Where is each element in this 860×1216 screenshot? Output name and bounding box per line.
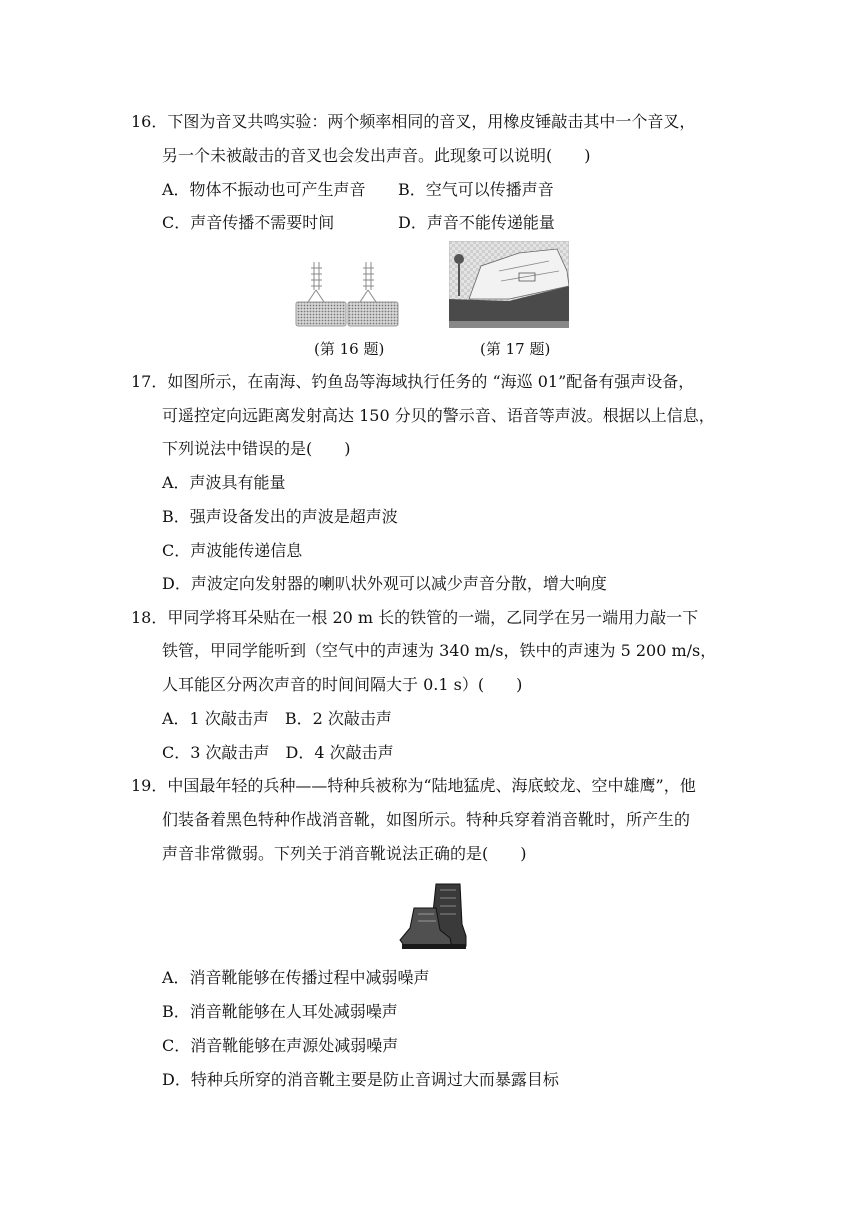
q16-option-c: C．声音传播不需要时间: [162, 213, 335, 232]
q18-options-row-2: C．3 次敲击声 D．4 次敲击声: [162, 743, 394, 762]
patrol-ship-figure: [449, 241, 569, 328]
q17-stem-line-3: 下列说法中错误的是( ): [162, 439, 351, 458]
q19-option-c: C．消音靴能够在声源处减弱噪声: [162, 1036, 399, 1055]
q19-option-a: A．消音靴能够在传播过程中减弱噪声: [162, 968, 430, 987]
q17-figure-caption: (第 17 题): [480, 340, 551, 358]
q18-options-row-1: A．1 次敲击声 B．2 次敲击声: [162, 709, 392, 728]
q16-stem-line-1: 16．下图为音叉共鸣实验：两个频率相同的音叉，用橡皮锤敲击其中一个音叉，: [131, 112, 696, 131]
q16-option-d: D．声音不能传递能量: [398, 213, 555, 232]
silent-boots-figure: [396, 880, 468, 952]
q16-figure-caption: (第 16 题): [314, 340, 385, 358]
q17-option-d: D．声波定向发射器的喇叭状外观可以减少声音分散，增大响度: [162, 574, 607, 593]
q17-stem-line-2: 可遥控定向远距离发射高达 150 分贝的警示音、语音等声波。根据以上信息，: [162, 406, 715, 425]
q17-option-c: C．声波能传递信息: [162, 541, 303, 560]
q16-option-a: A．物体不振动也可产生声音: [162, 180, 366, 199]
q17-option-b: B．强声设备发出的声波是超声波: [162, 507, 398, 526]
tuning-forks-figure: [294, 262, 406, 328]
q18-stem-line-2: 铁管，甲同学能听到（空气中的声速为 340 m/s，铁中的声速为 5 200 m/s，: [162, 641, 717, 660]
q18-stem-line-3: 人耳能区分两次声音的时间间隔大于 0.1 s）( ): [162, 675, 523, 694]
q19-option-d: D．特种兵所穿的消音靴主要是防止音调过大而暴露目标: [162, 1070, 559, 1089]
q19-option-b: B．消音靴能够在人耳处减弱噪声: [162, 1002, 398, 1021]
q18-stem-line-1: 18．甲同学将耳朵贴在一根 20 m 长的铁管的一端，乙同学在另一端用力敲一下: [131, 608, 699, 627]
q19-stem-line-2: 们装备着黑色特种作战消音靴，如图所示。特种兵穿着消音靴时，所产生的: [162, 810, 691, 829]
q16-stem-line-2: 另一个未被敲击的音叉也会发出声音。此现象可以说明( ): [162, 146, 591, 165]
q17-stem-line-1: 17．如图所示，在南海、钓鱼岛等海域执行任务的 “海巡 01”配备有强声设备，: [131, 372, 695, 391]
q17-option-a: A．声波具有能量: [162, 473, 286, 492]
q19-stem-line-3: 声音非常微弱。下列关于消音靴说法正确的是( ): [162, 844, 527, 863]
q19-stem-line-1: 19．中国最年轻的兵种——特种兵被称为“陆地猛虎、海底蛟龙、空中雄鹰”，他: [131, 776, 696, 795]
q16-option-b: B．空气可以传播声音: [398, 180, 554, 199]
